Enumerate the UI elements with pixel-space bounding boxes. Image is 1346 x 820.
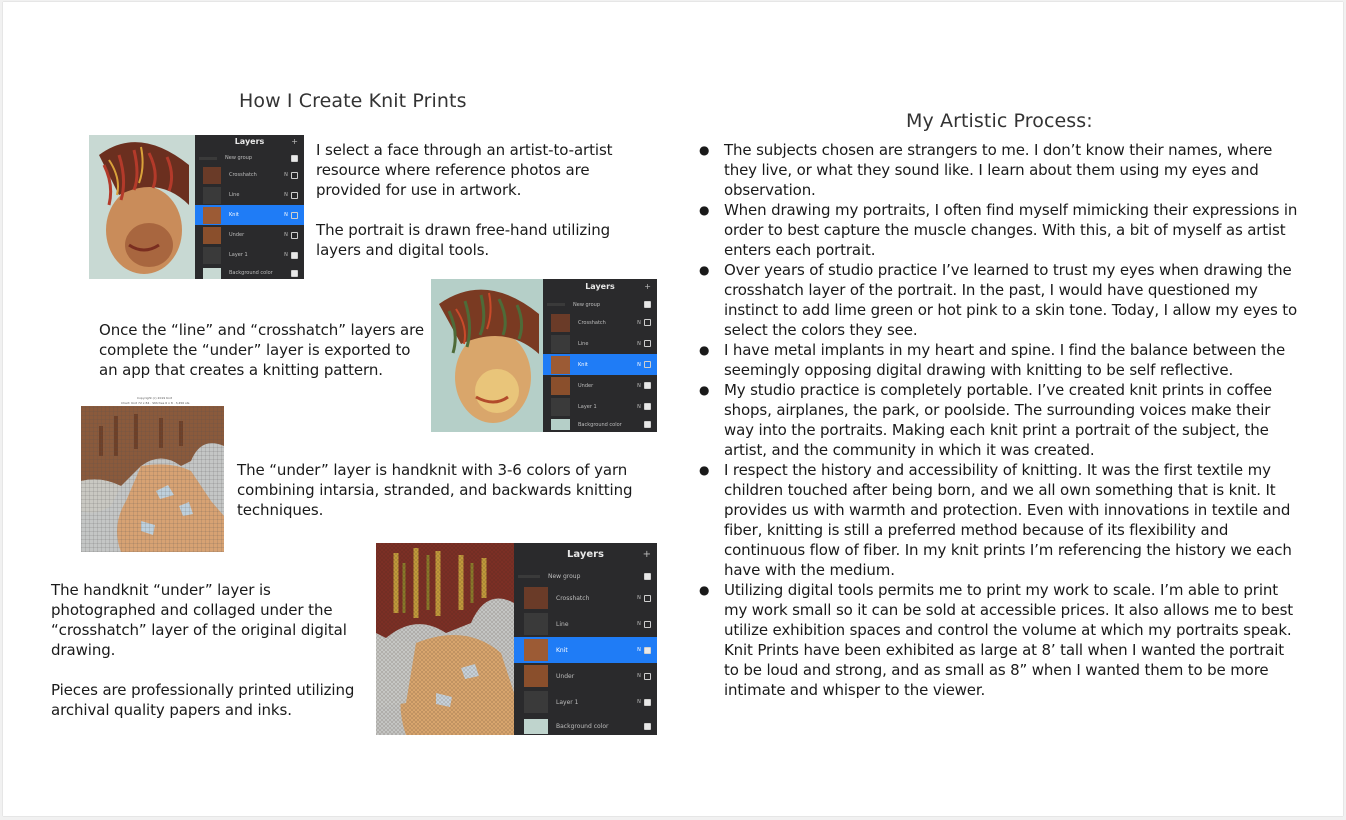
pattern-caption-2: Chart: Knit 72 x 84 · Stitches 6 x 8 · 3,456 sts xyxy=(121,401,190,405)
layers-panel-2 xyxy=(543,279,657,432)
blend-mode[interactable]: N xyxy=(284,192,288,198)
visibility-checkbox[interactable] xyxy=(291,212,298,219)
visibility-checkbox-checked[interactable] xyxy=(644,301,651,308)
blend-mode[interactable]: N xyxy=(637,621,641,627)
visibility-checkbox-checked[interactable] xyxy=(644,403,651,410)
layer-row[interactable] xyxy=(543,333,657,354)
bullet-icon: ● xyxy=(699,143,710,157)
blend-mode[interactable]: N xyxy=(637,647,641,653)
layer-row[interactable] xyxy=(514,585,657,611)
layer-label: New group xyxy=(573,301,601,308)
layer-row[interactable] xyxy=(195,185,304,205)
visibility-checkbox[interactable] xyxy=(291,232,298,239)
list-item xyxy=(699,460,1303,580)
document-page xyxy=(3,2,1343,816)
layers-panel-title: Layers xyxy=(567,549,604,560)
blend-mode[interactable]: N xyxy=(637,319,641,326)
pattern-caption-1: Copyright (c) 2019 Knit xyxy=(137,396,173,400)
blend-mode[interactable]: N xyxy=(637,403,641,410)
visibility-checkbox[interactable] xyxy=(291,192,298,199)
layers-panel-3 xyxy=(514,543,657,735)
visibility-checkbox[interactable] xyxy=(644,340,651,347)
add-layer-icon[interactable]: + xyxy=(644,282,651,291)
step-1-paragraph-2: The portrait is drawn free-hand utilizing layers and digital tools. xyxy=(316,221,611,259)
bullet-icon: ● xyxy=(699,203,710,217)
layer-label: Layer 1 xyxy=(229,252,248,258)
layer-row[interactable] xyxy=(543,375,657,396)
layer-row[interactable] xyxy=(514,663,657,689)
bullet-icon: ● xyxy=(699,343,710,357)
layer-label: Layer 1 xyxy=(556,698,579,706)
step-1-paragraph-1: I select a face through an artist-to-artist resource where reference photos are provided for use in artwork. xyxy=(316,141,613,199)
blend-mode[interactable]: N xyxy=(637,699,641,705)
layer-label: Background color xyxy=(578,421,622,428)
layer-row[interactable] xyxy=(195,165,304,185)
visibility-checkbox[interactable] xyxy=(644,621,651,628)
layer-label: Background color xyxy=(229,270,273,276)
step-1-text xyxy=(316,140,646,260)
layer-label: Line xyxy=(229,192,240,198)
layer-label: New group xyxy=(225,155,253,161)
layer-label: New group xyxy=(548,572,581,580)
bullet-icon: ● xyxy=(699,383,710,397)
blend-mode[interactable]: N xyxy=(284,232,288,238)
visibility-checkbox[interactable] xyxy=(644,673,651,680)
layer-label: Line xyxy=(578,340,589,347)
layer-row-selected[interactable] xyxy=(543,354,657,375)
layers-panel-header xyxy=(195,135,304,151)
list-item-text: Over years of studio practice I’ve learned to trust my eyes when drawing the crosshatch layer of the portrait. In the past, I would have questioned my instinct to add lime green or hot pink to a skin tone. Today, I allow my eyes to select the colors they see. xyxy=(724,261,1298,339)
layer-row[interactable] xyxy=(195,245,304,265)
step-4-paragraph-1: The handknit “under” layer is photographed and collaged under the “crosshatch” layer of the original digital drawing. xyxy=(51,581,347,659)
blend-mode[interactable]: N xyxy=(284,212,288,218)
layers-panel-title: Layers xyxy=(585,282,615,291)
list-item-text: Utilizing digital tools permits me to print my work to scale. I’m able to print my work small so it can be sold at accessible prices. It also allows me to best utilize exhibition spaces and control the volume at which my portraits speak. Knit Prints have been exhibited as large at 8’ tall when I wanted the portrait to be loud and strong, and as small as 8” when I wanted them to be more intimate and whisper to the viewer. xyxy=(724,581,1294,699)
layer-label: Under xyxy=(229,232,245,238)
layer-row[interactable] xyxy=(543,396,657,417)
layers-panel-header xyxy=(543,279,657,297)
layer-label: Knit xyxy=(229,212,239,218)
layer-row[interactable] xyxy=(195,225,304,245)
list-item-text: The subjects chosen are strangers to me. I don’t know their names, where they live, or what they sound like. I learn about them using my eyes and observation. xyxy=(724,141,1273,199)
blend-mode[interactable]: N xyxy=(637,673,641,679)
step-2-text: Once the “line” and “crosshatch” layers are complete the “under” layer is exported to an app that creates a knitting pattern. xyxy=(99,321,425,379)
visibility-checkbox[interactable] xyxy=(644,595,651,602)
visibility-checkbox-checked[interactable] xyxy=(644,382,651,389)
layer-label: Background color xyxy=(556,722,609,730)
layer-row[interactable] xyxy=(514,715,657,735)
list-item xyxy=(699,200,1303,260)
layer-label: Crosshatch xyxy=(229,172,257,178)
layer-row[interactable] xyxy=(195,265,304,279)
drawing-screenshot-3 xyxy=(376,543,657,735)
list-item-text: I respect the history and accessibility of knitting. It was the first textile my children touched after being born, and we all own something that is knit. It provides us with warmth and protection. Even with innovations in textile and fiber, knitting is still a preferred method because of its flexibility and continuous flow of fiber. In my knit prints I’m referencing the history we each have with the medium. xyxy=(724,461,1292,579)
visibility-checkbox-checked[interactable] xyxy=(291,252,298,259)
blend-mode[interactable]: N xyxy=(637,595,641,601)
list-item xyxy=(699,260,1303,340)
layer-label: Crosshatch xyxy=(556,594,590,602)
layers-panel-title: Layers xyxy=(234,137,265,146)
visibility-checkbox-checked[interactable] xyxy=(644,573,651,580)
bullet-icon: ● xyxy=(699,263,710,277)
left-title: How I Create Knit Prints xyxy=(239,90,467,112)
layer-label: Line xyxy=(556,620,569,628)
list-item-text: When drawing my portraits, I often find myself mimicking their expressions in order to best capture the muscle changes. With this, a bit of myself as artist enters each portrait. xyxy=(724,201,1298,259)
layer-label: Under xyxy=(578,382,594,389)
portrait-knit-collage xyxy=(376,543,514,735)
portrait-drawing-2 xyxy=(431,279,543,432)
layer-row-selected[interactable] xyxy=(514,637,657,663)
step-4-paragraph-2: Pieces are professionally printed utilizing archival quality papers and inks. xyxy=(51,681,355,719)
layer-row-selected[interactable] xyxy=(195,205,304,225)
visibility-checkbox[interactable] xyxy=(291,172,298,179)
artistic-process-list xyxy=(699,140,1303,700)
layer-row[interactable] xyxy=(514,689,657,715)
right-title: My Artistic Process: xyxy=(906,110,1093,132)
layers-panel-1 xyxy=(195,135,304,279)
layer-row[interactable] xyxy=(195,151,304,165)
blend-mode[interactable]: N xyxy=(637,361,641,368)
blend-mode[interactable]: N xyxy=(284,252,288,258)
list-item-text: I have metal implants in my heart and spine. I find the balance between the seemingly opposing digital drawing with knitting to be self reflective. xyxy=(724,341,1286,379)
layers-panel-header xyxy=(514,543,657,567)
layer-row[interactable] xyxy=(543,297,657,312)
blend-mode[interactable]: N xyxy=(284,172,288,178)
layer-label: Knit xyxy=(578,361,588,368)
visibility-checkbox-checked[interactable] xyxy=(291,155,298,162)
step-3-text: The “under” layer is handknit with 3-6 colors of yarn combining intarsia, stranded, and backwards knitting techniques. xyxy=(237,461,633,519)
blend-mode[interactable]: N xyxy=(637,340,641,347)
drawing-screenshot-2 xyxy=(431,279,657,432)
bullet-icon: ● xyxy=(699,583,710,597)
drawing-screenshot-1 xyxy=(89,135,304,279)
layer-row[interactable] xyxy=(514,611,657,637)
visibility-checkbox-checked[interactable] xyxy=(644,723,651,730)
layer-row[interactable] xyxy=(543,417,657,432)
visibility-checkbox-checked[interactable] xyxy=(644,699,651,706)
visibility-checkbox-checked[interactable] xyxy=(291,270,298,277)
visibility-checkbox[interactable] xyxy=(644,319,651,326)
visibility-checkbox-checked[interactable] xyxy=(644,647,651,654)
list-item xyxy=(699,580,1303,700)
knitting-pattern-chart xyxy=(81,406,224,552)
blend-mode[interactable]: N xyxy=(637,382,641,389)
list-item xyxy=(699,140,1303,200)
layer-label: Under xyxy=(556,672,575,680)
visibility-checkbox-checked[interactable] xyxy=(644,421,651,428)
list-item xyxy=(699,380,1303,460)
bullet-icon: ● xyxy=(699,463,710,477)
layer-row[interactable] xyxy=(514,567,657,585)
step-4-text xyxy=(51,580,361,720)
list-item-text: My studio practice is completely portable. I’ve created knit prints in coffee shops, airplanes, the park, or poolside. The surrounding voices make their way into the portraits. Making each knit print a portrait of the subject, the artist, and the community in which it was created. xyxy=(724,381,1273,459)
layer-label: Knit xyxy=(556,646,568,654)
layer-label: Crosshatch xyxy=(578,319,606,326)
layer-row[interactable] xyxy=(543,312,657,333)
portrait-drawing-1 xyxy=(89,135,195,279)
add-layer-icon[interactable]: + xyxy=(291,137,298,146)
visibility-checkbox[interactable] xyxy=(644,361,651,368)
list-item xyxy=(699,340,1303,380)
layer-label: Layer 1 xyxy=(578,403,597,410)
add-layer-icon[interactable]: + xyxy=(642,549,651,560)
